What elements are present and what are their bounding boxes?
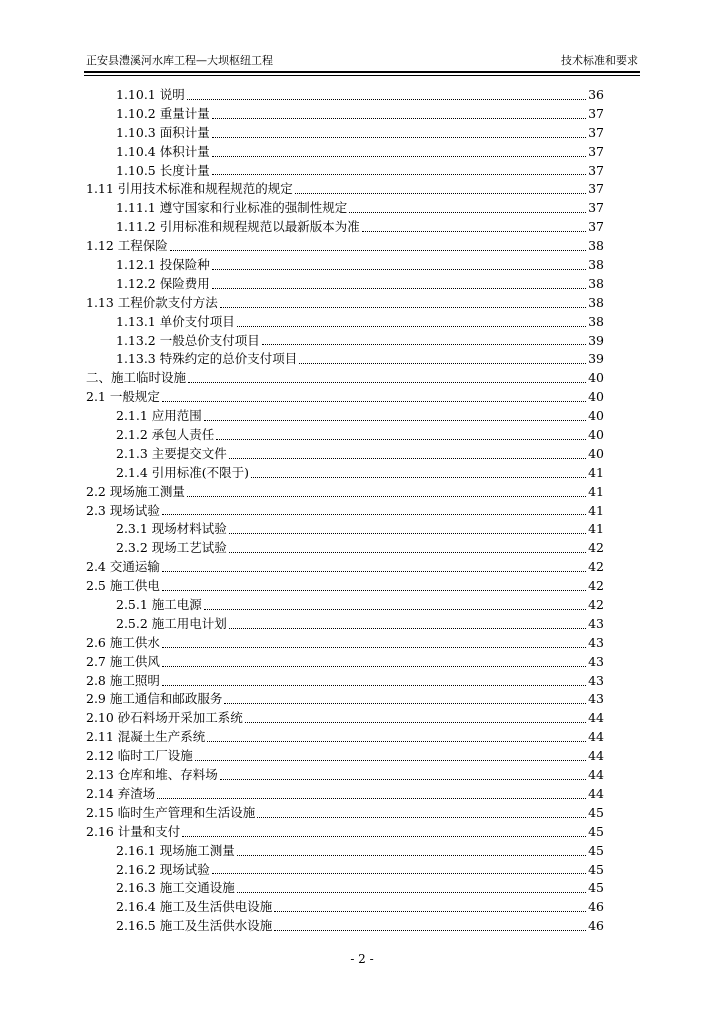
toc-entry-title: 二、施工临时设施 (86, 370, 187, 386)
toc-entry[interactable] (86, 823, 604, 842)
toc-entry-page: 42 (588, 559, 604, 575)
toc-dot-leader (204, 609, 586, 610)
header-project-title: 正安县澧溪河水库工程—大坝枢纽工程 (86, 54, 273, 67)
toc-entry[interactable] (86, 369, 604, 388)
toc-entry[interactable] (86, 917, 604, 936)
toc-entry[interactable] (86, 653, 604, 672)
toc-entry-title: 1.10.3 面积计量 (116, 124, 210, 140)
toc-dot-leader (216, 439, 586, 440)
toc-dot-leader (237, 326, 586, 327)
toc-entry-title: 2.1.2 承包人责任 (116, 427, 215, 443)
toc-entry-title: 2.12 临时工厂设施 (86, 748, 193, 764)
toc-dot-leader (212, 118, 586, 119)
toc-entry[interactable] (86, 275, 604, 294)
page-number: - 2 - (350, 952, 374, 966)
toc-dot-leader (157, 798, 586, 799)
toc-entry[interactable] (86, 445, 604, 464)
toc-entry[interactable] (86, 143, 604, 162)
toc-entry-title: 2.16.1 现场施工测量 (116, 842, 235, 858)
toc-entry-title: 2.2 现场施工测量 (86, 483, 185, 499)
toc-entry-page: 43 (588, 672, 604, 688)
toc-entry-page: 38 (588, 238, 604, 254)
toc-entry-title: 2.16.5 施工及生活供水设施 (116, 918, 273, 934)
toc-entry-page: 45 (588, 823, 604, 839)
toc-entry[interactable] (86, 539, 604, 558)
header-rule-thin (84, 75, 640, 76)
toc-dot-leader (182, 836, 586, 837)
toc-entry-page: 40 (588, 427, 604, 443)
toc-entry[interactable] (86, 502, 604, 521)
toc-entry[interactable] (86, 407, 604, 426)
toc-entry-page: 44 (588, 710, 604, 726)
toc-entry-title: 1.10.5 长度计量 (116, 162, 210, 178)
toc-entry-page: 41 (588, 521, 604, 537)
toc-dot-leader (229, 533, 586, 534)
toc-entry[interactable] (86, 218, 604, 237)
toc-entry-page: 39 (588, 351, 604, 367)
toc-entry[interactable] (86, 747, 604, 766)
toc-dot-leader (212, 873, 586, 874)
toc-entry[interactable] (86, 464, 604, 483)
toc-dot-leader (349, 212, 586, 213)
toc-entry[interactable] (86, 898, 604, 917)
toc-entry-page: 39 (588, 332, 604, 348)
toc-entry-page: 46 (588, 918, 604, 934)
toc-entry[interactable] (86, 577, 604, 596)
toc-entry-title: 2.15 临时生产管理和生活设施 (86, 804, 256, 820)
header-rule-thick (84, 71, 640, 73)
toc-entry-title: 2.16.4 施工及生活供电设施 (116, 899, 273, 915)
toc-entry-page: 44 (588, 767, 604, 783)
toc-entry-page: 43 (588, 653, 604, 669)
toc-dot-leader (204, 420, 586, 421)
toc-entry-page: 40 (588, 370, 604, 386)
toc-entry-page: 42 (588, 578, 604, 594)
toc-entry-page: 46 (588, 899, 604, 915)
toc-entry-title: 2.16.2 现场试验 (116, 861, 210, 877)
toc-entry[interactable] (86, 388, 604, 407)
toc-entry-title: 1.10.4 体积计量 (116, 143, 210, 159)
toc-dot-leader (212, 156, 586, 157)
toc-dot-leader (362, 231, 586, 232)
toc-dot-leader (162, 666, 586, 667)
toc-entry-page: 40 (588, 445, 604, 461)
toc-entry[interactable] (86, 237, 604, 256)
toc-entry[interactable] (86, 785, 604, 804)
toc-entry-title: 2.8 施工照明 (86, 672, 160, 688)
toc-entry-title: 2.13 仓库和堆、存料场 (86, 767, 218, 783)
toc-entry-page: 37 (588, 219, 604, 235)
toc-entry-page: 44 (588, 785, 604, 801)
toc-entry-title: 2.1.4 引用标准(不限于) (116, 464, 250, 480)
toc-entry[interactable] (86, 634, 604, 653)
toc-entry-page: 36 (588, 86, 604, 102)
toc-dot-leader (212, 269, 586, 270)
toc-dot-leader (188, 382, 586, 383)
toc-entry-page: 43 (588, 634, 604, 650)
toc-entry[interactable] (86, 350, 604, 369)
toc-entry-title: 1.10.1 说明 (116, 86, 185, 102)
toc-dot-leader (224, 703, 586, 704)
toc-entry-page: 37 (588, 124, 604, 140)
toc-entry-title: 2.5 施工供电 (86, 578, 160, 594)
table-of-contents (86, 86, 604, 936)
toc-entry[interactable] (86, 672, 604, 691)
toc-dot-leader (195, 760, 586, 761)
toc-entry-page: 40 (588, 389, 604, 405)
toc-dot-leader (212, 174, 586, 175)
toc-dot-leader (162, 590, 586, 591)
toc-dot-leader (162, 685, 586, 686)
toc-dot-leader (220, 307, 586, 308)
toc-entry[interactable] (86, 162, 604, 181)
toc-entry-title: 1.11 引用技术标准和规程规范的规定 (86, 181, 293, 197)
toc-entry-page: 45 (588, 880, 604, 896)
toc-entry-page: 38 (588, 257, 604, 272)
toc-entry[interactable] (86, 294, 604, 313)
toc-dot-leader (212, 137, 586, 138)
toc-entry-title: 2.1.3 主要提交文件 (116, 445, 227, 461)
toc-entry-title: 2.14 弃渣场 (86, 785, 156, 801)
toc-dot-leader (237, 855, 586, 856)
toc-dot-leader (274, 911, 586, 912)
toc-entry-page: 45 (588, 804, 604, 820)
toc-entry-title: 1.13 工程价款支付方法 (86, 294, 218, 310)
toc-entry[interactable] (86, 483, 604, 502)
toc-entry-title: 2.3 现场试验 (86, 502, 160, 518)
toc-dot-leader (257, 817, 586, 818)
toc-dot-leader (162, 647, 586, 648)
toc-dot-leader (251, 477, 586, 478)
toc-entry[interactable] (86, 615, 604, 634)
toc-entry[interactable] (86, 105, 604, 124)
toc-entry[interactable] (86, 256, 604, 275)
toc-dot-leader (220, 779, 586, 780)
toc-entry-title: 2.6 施工供水 (86, 634, 160, 650)
toc-entry-page: 42 (588, 540, 604, 556)
toc-entry-page: 43 (588, 691, 604, 707)
toc-dot-leader (187, 496, 586, 497)
toc-entry-page: 37 (588, 105, 604, 121)
header-section-title: 技术标准和要求 (561, 54, 638, 67)
toc-entry[interactable] (86, 728, 604, 747)
toc-entry[interactable] (86, 558, 604, 577)
toc-entry[interactable] (86, 313, 604, 332)
toc-entry[interactable] (86, 691, 604, 710)
toc-entry-page: 42 (588, 597, 604, 613)
toc-entry-title: 1.12 工程保险 (86, 238, 168, 254)
toc-dot-leader (170, 250, 586, 251)
toc-dot-leader (207, 741, 586, 742)
toc-entry[interactable] (86, 520, 604, 539)
page-header (84, 52, 640, 70)
toc-entry-page: 37 (588, 143, 604, 159)
toc-entry-title: 1.13.1 单价支付项目 (116, 313, 235, 329)
toc-entry[interactable] (86, 879, 604, 898)
toc-dot-leader (299, 363, 586, 364)
toc-dot-leader (212, 288, 586, 289)
toc-entry-title: 1.12.2 保险费用 (116, 275, 210, 291)
toc-dot-leader (187, 99, 586, 100)
toc-entry-page: 44 (588, 748, 604, 764)
toc-entry[interactable] (86, 709, 604, 728)
toc-entry-title: 2.7 施工供风 (86, 653, 160, 669)
toc-dot-leader (262, 344, 586, 345)
toc-entry-page: 45 (588, 861, 604, 877)
toc-entry[interactable] (86, 180, 604, 199)
toc-dot-leader (229, 458, 586, 459)
toc-entry-title: 2.5.1 施工电源 (116, 597, 202, 613)
toc-entry[interactable] (86, 766, 604, 785)
toc-entry-page: 37 (588, 162, 604, 178)
toc-entry-page: 45 (588, 842, 604, 858)
toc-entry[interactable] (86, 124, 604, 143)
toc-dot-leader (274, 930, 586, 931)
toc-entry-title: 2.3.1 现场材料试验 (116, 521, 227, 537)
toc-entry[interactable] (86, 426, 604, 445)
toc-entry[interactable] (86, 596, 604, 615)
toc-dot-leader (162, 401, 586, 402)
toc-entry-title: 2.10 砂石料场开采加工系统 (86, 710, 243, 726)
toc-entry-page: 40 (588, 408, 604, 424)
toc-entry-title: 1.13.3 特殊约定的总价支付项目 (116, 351, 298, 367)
toc-entry[interactable] (86, 199, 604, 218)
toc-entry[interactable] (86, 861, 604, 880)
toc-entry-title: 1.11.2 引用标准和规程规范以最新版本为准 (116, 219, 360, 235)
toc-entry[interactable] (86, 804, 604, 823)
toc-entry[interactable] (86, 842, 604, 861)
toc-entry-page: 38 (588, 294, 604, 310)
toc-entry-title: 2.1 一般规定 (86, 389, 160, 405)
toc-entry[interactable] (86, 332, 604, 351)
toc-entry-title: 2.16.3 施工交通设施 (116, 880, 235, 896)
toc-dot-leader (162, 571, 586, 572)
toc-dot-leader (229, 628, 586, 629)
toc-entry-title: 2.9 施工通信和邮政服务 (86, 691, 223, 707)
toc-entry-page: 44 (588, 729, 604, 745)
toc-dot-leader (245, 722, 586, 723)
toc-dot-leader (237, 892, 586, 893)
toc-entry-title: 1.13.2 一般总价支付项目 (116, 332, 260, 348)
toc-entry-page: 41 (588, 464, 604, 480)
toc-entry-title: 1.10.2 重量计量 (116, 105, 210, 121)
toc-entry-title: 2.3.2 现场工艺试验 (116, 540, 227, 556)
toc-entry-page: 38 (588, 275, 604, 291)
toc-entry-page: 37 (588, 181, 604, 197)
toc-entry[interactable] (86, 86, 604, 105)
toc-entry-page: 41 (588, 502, 604, 518)
toc-entry-title: 2.1.1 应用范围 (116, 408, 202, 424)
toc-entry-page: 38 (588, 313, 604, 329)
toc-entry-page: 43 (588, 615, 604, 631)
toc-entry-page: 37 (588, 200, 604, 216)
toc-entry-title: 2.11 混凝土生产系统 (86, 729, 206, 745)
toc-dot-leader (295, 193, 586, 194)
toc-dot-leader (162, 514, 586, 515)
toc-entry-title: 1.12.1 投保险种 (116, 257, 210, 272)
toc-entry-title: 1.11.1 遵守国家和行业标准的强制性规定 (116, 200, 348, 216)
toc-entry-title: 2.4 交通运输 (86, 559, 160, 575)
toc-entry-title: 2.5.2 施工用电计划 (116, 615, 227, 631)
toc-entry-page: 41 (588, 483, 604, 499)
toc-dot-leader (229, 552, 586, 553)
toc-entry-title: 2.16 计量和支付 (86, 823, 181, 839)
